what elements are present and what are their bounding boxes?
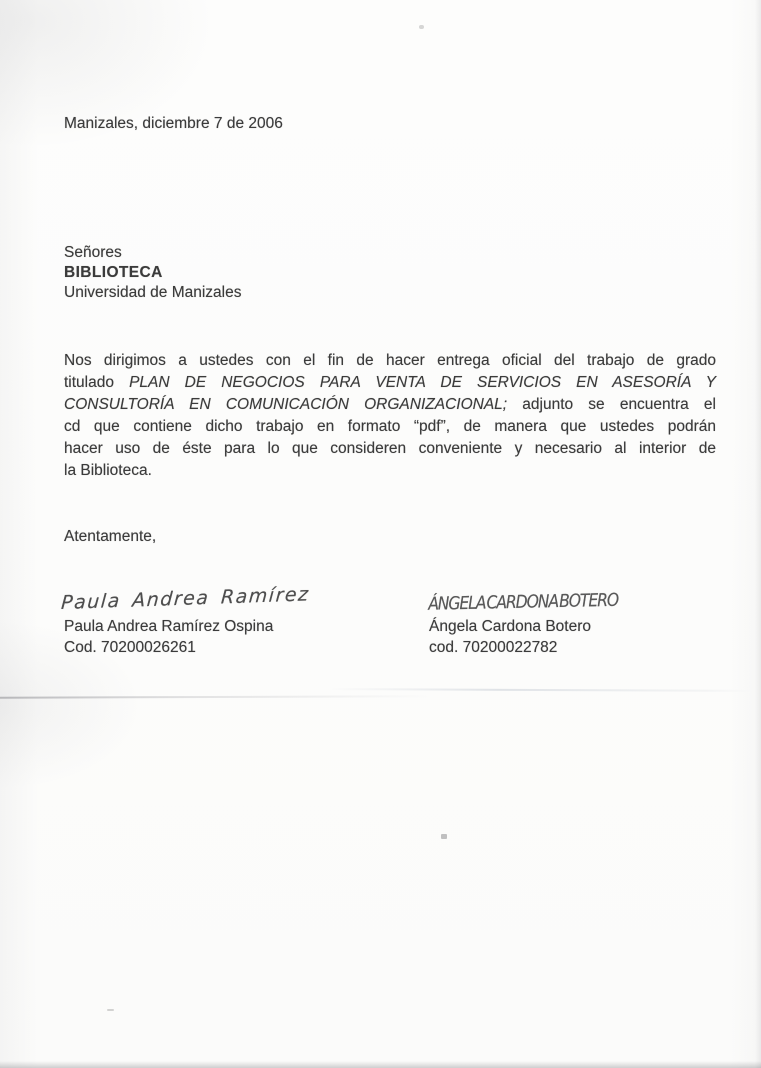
closing-line: Atentamente, — [64, 528, 157, 545]
scan-edge-shade — [755, 0, 761, 1068]
scan-bottom-shadow — [0, 1061, 761, 1068]
handwritten-signature-paula: Paula Andrea Ramírez — [60, 583, 311, 615]
recipient-salutation: Señores — [64, 244, 122, 261]
body-text: titulado — [64, 374, 130, 391]
body-line — [64, 394, 716, 416]
handwritten-signature-angela: ÁNGELA CARDONA BOTERO — [428, 590, 619, 615]
signatory-code: cod. 70200022782 — [429, 639, 558, 656]
recipient-block — [64, 243, 241, 303]
recipient-name: BIBLIOTECA — [64, 264, 163, 281]
scan-speck — [107, 1009, 114, 1011]
scan-speck — [441, 834, 447, 839]
body-line: cd que contiene dicho trabajo en formato “pdf”, de manera que ustedes podrán — [64, 418, 716, 435]
scan-speck — [419, 25, 424, 29]
date-line: Manizales, diciembre 7 de 2006 — [64, 115, 283, 132]
thesis-title-text: PLAN DE NEGOCIOS PARA VENTA DE SERVICIOS EN ASESORÍA Y — [129, 374, 717, 391]
signatory-code: Cod. 70200026261 — [64, 639, 196, 656]
thesis-title-text: CONSULTORÍA EN COMUNICACIÓN ORGANIZACIONAL; — [64, 396, 508, 413]
fold-crease — [0, 695, 430, 699]
signature-block-angela — [429, 617, 591, 658]
signatory-name: Paula Andrea Ramírez Ospina — [64, 618, 274, 635]
body-line: hacer uso de éste para lo que consideren conveniente y necesario al interior de — [64, 440, 716, 457]
fold-crease — [330, 688, 750, 691]
signatory-name: Ángela Cardona Botero — [429, 618, 592, 635]
body-paragraph — [64, 350, 716, 482]
recipient-institution: Universidad de Manizales — [64, 284, 242, 301]
signature-block-paula — [64, 617, 273, 658]
body-line — [64, 372, 716, 394]
body-line: Nos dirigimos a ustedes con el fin de hacer entrega oficial del trabajo de grado — [64, 352, 716, 369]
body-text: adjunto se encuentra el — [522, 396, 716, 413]
body-line: la Biblioteca. — [64, 462, 152, 479]
